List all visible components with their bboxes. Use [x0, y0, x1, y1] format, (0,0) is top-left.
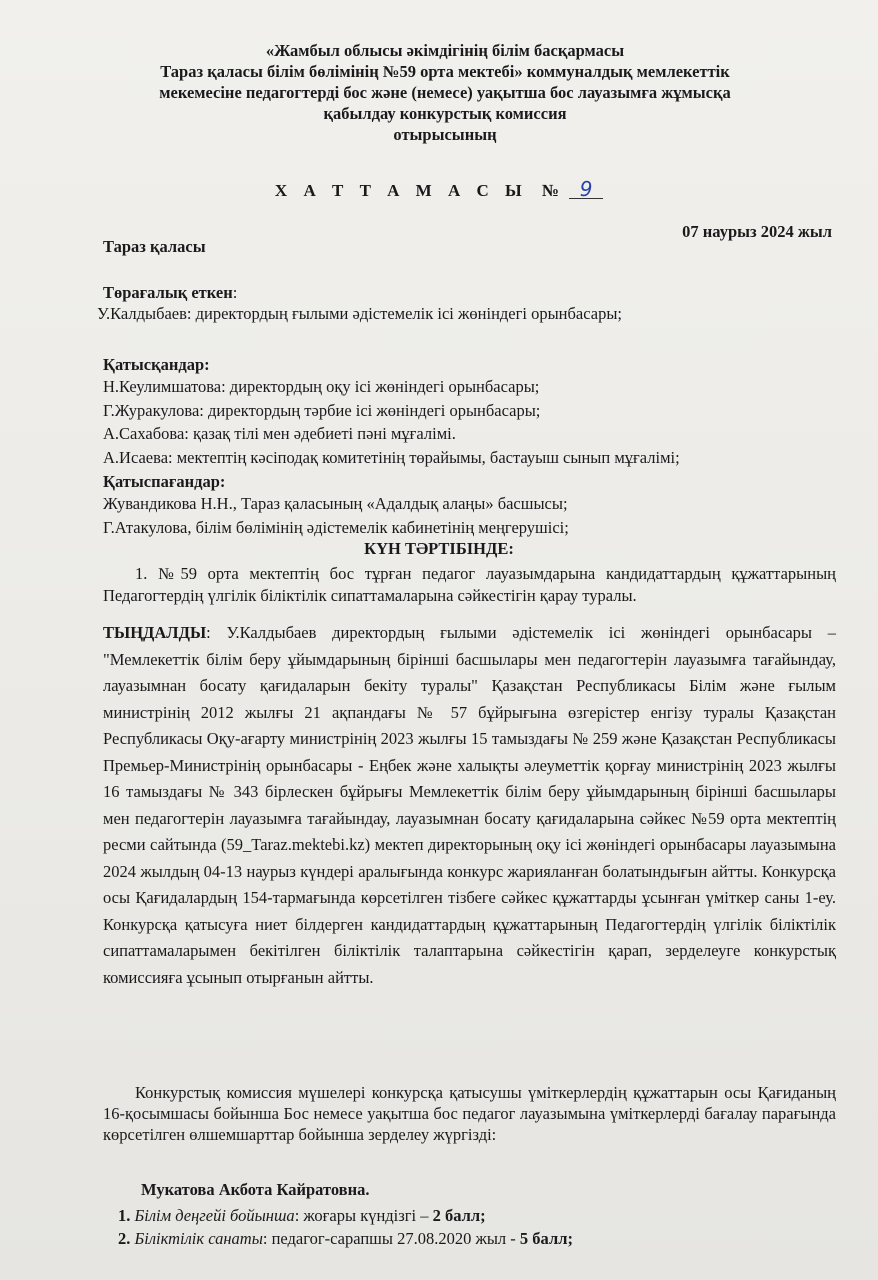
agenda-item-1: 1. №59 орта мектептің бос тұрған педагог лауазымдарына кандидаттардың құжаттарының Педагогтердің үлгілік біліктілік сипаттамаларына сәйкестігін қарау туралы. [103, 564, 836, 605]
criterion-item [118, 1206, 486, 1226]
criterion-score: 5 балл; [519, 1229, 573, 1248]
absent-label: Қатыспағандар: [103, 472, 226, 491]
title-number-sign: № [541, 181, 559, 200]
agenda-title: КҮН ТӘРТІБІНДЕ: [364, 539, 514, 558]
absent-item: Г.Атакулова, білім бөлімінің әдістемелік кабинетінің меңгерушісі; [103, 518, 569, 537]
handwritten-protocol-number: 9 [569, 180, 603, 199]
chair-label: Төрағалық еткен [103, 283, 233, 302]
criterion-number: 1. [118, 1206, 131, 1225]
participant-item: А.Исаева: мектептің кәсіподақ комитетінің төрайымы, бастауыш сынып мұғалімі; [103, 447, 680, 467]
document-header [60, 40, 830, 145]
participants-section [103, 354, 843, 469]
criterion-number: 2. [118, 1229, 131, 1248]
criterion-item [118, 1229, 573, 1249]
absent-section [103, 471, 843, 540]
header-line-4: қабылдау конкурстық комиссия [323, 104, 567, 123]
header-line-2: Тараз қаласы білім бөлімінің №59 орта мектебі» коммуналдық мемлекеттік [160, 62, 730, 81]
commission-paragraph: Конкурстық комиссия мүшелері конкурсқа қатысушы үміткерлердің құжаттарын осы Қағиданың 16-қосымшасы бойынша Бос немесе уақытша бос педагог лауазымына үміткерлерді бағалау парағында көрсетілген өлшемшарттар бойынша зерделеу жүргізді: [103, 1083, 836, 1144]
criterion-value: : педагог-сарапшы 27.08.2020 жыл - [262, 1229, 520, 1248]
header-line-1: «Жамбыл облысы әкімдігінің білім басқармасы [265, 41, 625, 60]
document-title [0, 177, 878, 201]
chair-colon: : [232, 283, 238, 302]
date: 07 наурыз 2024 жыл [682, 222, 832, 241]
header-line-3: мекемесіне педагогтерді бос және (немесе) уақытша бос лауазымға жұмысқа [159, 83, 731, 102]
candidate-name: Мукатова Акбота Кайратовна. [141, 1180, 370, 1199]
heard-label: ТЫҢДАЛДЫ [103, 623, 207, 642]
participant-item: А.Сахабова: қазақ тілі мен әдебиеті пәні мұғалімі. [103, 424, 456, 443]
criterion-value: : жоғары күндізгі – [294, 1206, 433, 1225]
absent-item: Жувандикова Н.Н., Тараз қаласының «Адалдық алаңы» басшысы; [103, 494, 568, 513]
participant-item: Н.Кеулимшатова: директордың оқу ісі жөніндегі орынбасары; [103, 377, 540, 396]
participant-item: Г.Журакулова: директордың тәрбие ісі жөніндегі орынбасары; [103, 400, 541, 420]
chair-section [97, 282, 843, 324]
criterion-label: Білім деңгейі бойынша [134, 1206, 295, 1225]
chair-name: У.Калдыбаев: директордың ғылыми әдістемелік ісі жөніндегі орынбасары; [97, 304, 623, 323]
criterion-label: Біліктілік санаты [134, 1229, 263, 1248]
city: Тараз қаласы [103, 237, 206, 256]
title-label: Х А Т Т А М А С Ы [274, 181, 528, 200]
criterion-score: 2 балл; [432, 1206, 486, 1225]
participants-label: Қатысқандар: [103, 355, 210, 374]
header-line-5: отырысының [393, 125, 497, 144]
heard-paragraph [103, 620, 836, 991]
heard-text: : У.Калдыбаев директордың ғылыми әдістемелік ісі жөніндегі орынбасары – "Мемлекеттік білім беру ұйымдарының бірінші басшылары мен педагогтерін лауазымға тағайындау, лауазымнан босату қағидаларын бекіту туралы" Қазақстан Республикасы Білім және ғылым министрінің 2012 жылғы 21 ақпандағы № 57 бұйрығына өзгерістер енгізу туралы Қазақстан Республикасы Оқу-ағарту министрінің 2023 жылғы 15 тамыздағы № 259 және Қазақстан Республикасы Премьер-Министрінің орынбасары - Еңбек және халықты әлеуметтік қорғау министрінің 2023 жылғы 16 тамыздағы № 343 бірлескен бұйрығы Мемлекеттік білім беру ұйымдарының бірінші басшылары мен педагогтерін лауазымға тағайындау, лауазымнан босату қағидаларына сәйкес №59 орта мектептің ресми сайтында (59_Taraz.mektebi.kz) мектеп директорының оқу ісі жөніндегі орынбасары лауазымына 2024 жылдың 04-13 наурыз күндері аралығында конкурс жарияланған болатындығын айтты. Конкурсқа осы Қағидалардың 154-тармағында көрсетілген тізбеге сәйкес құжаттарды ұсынған үміткер саны 1-еу. Конкурсқа қатысуға ниет білдерген кандидаттардың құжаттарының Педагогтердің үлгілік біліктілік сипаттамаларымен бекітілген біліктілік талаптарына сәйкестігін қарап, зерделеуге конкурстық комиссияға ұсынып отырғанын айтты. [103, 623, 836, 987]
